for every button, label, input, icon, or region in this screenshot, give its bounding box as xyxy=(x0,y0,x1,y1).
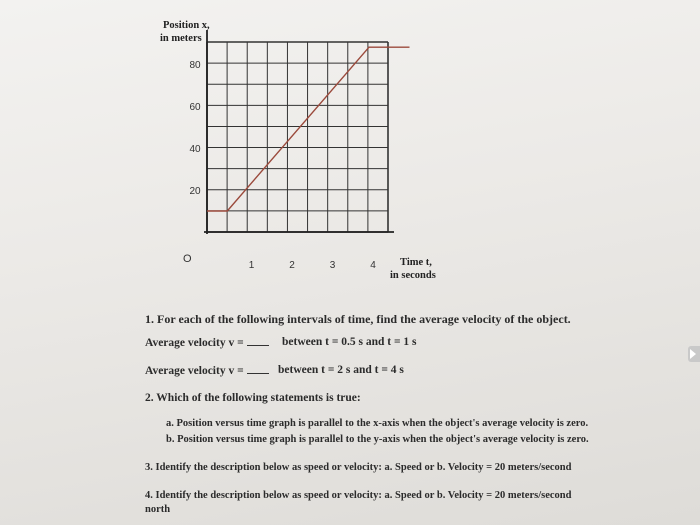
x-axis-title: Time t, xyxy=(400,257,432,268)
question-4-continued: north xyxy=(145,504,171,515)
question-4: 4. Identify the description below as speed or velocity: a. Speed or b. Velocity = 20 meters/second xyxy=(145,490,572,501)
x-tick-label: 4 xyxy=(370,260,376,271)
y-tick-label: 40 xyxy=(189,144,201,155)
origin-label: O xyxy=(183,253,192,265)
chevron-right-icon xyxy=(690,349,696,359)
y-axis-title-units: in meters xyxy=(160,33,202,44)
x-tick-label: 2 xyxy=(289,260,295,271)
question-1: 1. For each of the following intervals of time, find the average velocity of the object. xyxy=(145,312,571,326)
answer-blank-2[interactable] xyxy=(247,364,269,374)
answer-blank-1[interactable] xyxy=(247,336,269,346)
option-a[interactable]: a. Position versus time graph is parallel to the x-axis when the object's average velocity is zero. xyxy=(166,418,589,429)
y-axis-title: Position x, xyxy=(163,20,210,31)
chart-grid xyxy=(204,30,394,234)
question-3: 3. Identify the description below as speed or velocity: a. Speed or b. Velocity = 20 meters/second xyxy=(145,462,572,473)
avg-velocity-label-2: Average velocity v = xyxy=(145,364,269,377)
x-tick-label: 1 xyxy=(248,260,255,271)
y-tick-label: 60 xyxy=(189,102,201,113)
option-b[interactable]: b. Position versus time graph is parallel to the y-axis when the object's average velocity is zero. xyxy=(166,434,589,445)
question-2: 2. Which of the following statements is true: xyxy=(145,392,361,404)
side-arrow-tab[interactable] xyxy=(688,346,700,362)
y-tick-label: 80 xyxy=(189,60,201,71)
interval-2: between t = 2 s and t = 4 s xyxy=(278,364,404,376)
x-axis-title-units: in seconds xyxy=(390,270,436,281)
x-tick-label: 3 xyxy=(329,260,336,271)
interval-1: between t = 0.5 s and t = 1 s xyxy=(282,336,417,348)
y-tick-label: 20 xyxy=(189,186,201,197)
position-line xyxy=(207,47,410,211)
avg-velocity-label-1: Average velocity v = xyxy=(145,336,269,349)
